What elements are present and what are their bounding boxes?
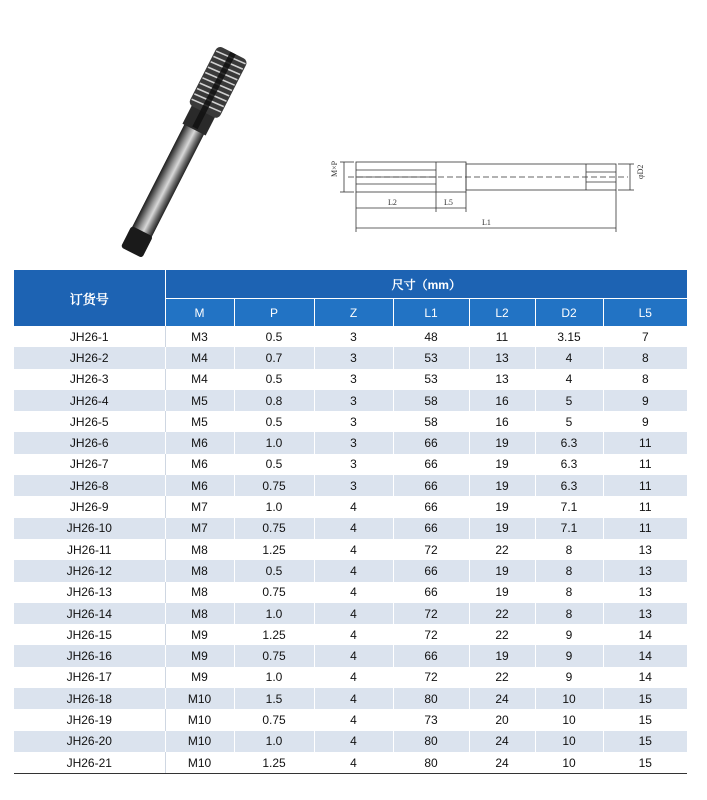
cell-l1: 80 [393, 752, 469, 774]
cell-l2: 24 [469, 752, 535, 774]
cell-p: 0.8 [234, 390, 314, 411]
cell-l5: 15 [603, 709, 687, 730]
size-group-header: 尺寸（mm） [165, 270, 687, 299]
cell-order-number: JH26-6 [14, 432, 165, 453]
cell-z: 4 [314, 496, 393, 517]
cell-z: 4 [314, 731, 393, 752]
cell-order-number: JH26-15 [14, 624, 165, 645]
cell-l5: 13 [603, 560, 687, 581]
cell-l2: 19 [469, 454, 535, 475]
cell-z: 4 [314, 560, 393, 581]
cell-order-number: JH26-14 [14, 603, 165, 624]
cell-m: M4 [165, 369, 234, 390]
table-row [14, 709, 687, 730]
cell-l5: 11 [603, 454, 687, 475]
cell-p: 0.75 [234, 582, 314, 603]
cell-p: 0.5 [234, 411, 314, 432]
table-row [14, 731, 687, 752]
cell-l1: 66 [393, 560, 469, 581]
cell-m: M7 [165, 496, 234, 517]
cell-l5: 11 [603, 475, 687, 496]
cell-m: M8 [165, 539, 234, 560]
table-row [14, 752, 687, 774]
cell-l5: 11 [603, 496, 687, 517]
cell-order-number: JH26-20 [14, 731, 165, 752]
table-row [14, 326, 687, 347]
cell-l1: 53 [393, 369, 469, 390]
cell-l5: 8 [603, 369, 687, 390]
cell-order-number: JH26-17 [14, 667, 165, 688]
cell-l2: 22 [469, 603, 535, 624]
cell-l2: 16 [469, 411, 535, 432]
cell-l2: 22 [469, 667, 535, 688]
cell-l2: 16 [469, 390, 535, 411]
cell-order-number: JH26-10 [14, 518, 165, 539]
cell-p: 1.25 [234, 752, 314, 774]
cell-z: 3 [314, 347, 393, 368]
cell-m: M8 [165, 560, 234, 581]
cell-z: 3 [314, 369, 393, 390]
spec-table [14, 270, 687, 774]
cell-z: 4 [314, 752, 393, 774]
cell-l2: 20 [469, 709, 535, 730]
cell-l2: 19 [469, 432, 535, 453]
cell-l1: 80 [393, 731, 469, 752]
drawing-label-mp: M×P [330, 160, 339, 177]
cell-m: M4 [165, 347, 234, 368]
cell-order-number: JH26-5 [14, 411, 165, 432]
cell-d2: 8 [535, 539, 603, 560]
cell-l2: 13 [469, 347, 535, 368]
cell-m: M9 [165, 667, 234, 688]
cell-l1: 66 [393, 475, 469, 496]
cell-d2: 7.1 [535, 518, 603, 539]
cell-m: M5 [165, 390, 234, 411]
cell-l5: 13 [603, 603, 687, 624]
cell-l1: 58 [393, 390, 469, 411]
drawing-label-l2: L2 [388, 198, 397, 207]
cell-l5: 13 [603, 582, 687, 603]
cell-d2: 9 [535, 624, 603, 645]
cell-l1: 72 [393, 539, 469, 560]
cell-p: 1.25 [234, 624, 314, 645]
cell-l1: 48 [393, 326, 469, 347]
cell-p: 1.25 [234, 539, 314, 560]
cell-order-number: JH26-4 [14, 390, 165, 411]
cell-d2: 8 [535, 560, 603, 581]
cell-l2: 19 [469, 518, 535, 539]
cell-order-number: JH26-18 [14, 688, 165, 709]
table-row [14, 454, 687, 475]
table-row [14, 603, 687, 624]
cell-l1: 72 [393, 603, 469, 624]
cell-l2: 11 [469, 326, 535, 347]
cell-d2: 3.15 [535, 326, 603, 347]
drawing-label-l5: L5 [444, 198, 453, 207]
cell-d2: 4 [535, 347, 603, 368]
cell-l2: 24 [469, 731, 535, 752]
cell-l1: 66 [393, 645, 469, 666]
cell-d2: 5 [535, 390, 603, 411]
cell-z: 4 [314, 539, 393, 560]
cell-z: 4 [314, 645, 393, 666]
cell-l1: 66 [393, 518, 469, 539]
column-header-l2: L2 [469, 299, 535, 327]
cell-z: 3 [314, 326, 393, 347]
cell-z: 4 [314, 709, 393, 730]
table-row [14, 667, 687, 688]
cell-m: M10 [165, 752, 234, 774]
cell-p: 0.5 [234, 454, 314, 475]
cell-m: M6 [165, 454, 234, 475]
cell-order-number: JH26-16 [14, 645, 165, 666]
cell-z: 4 [314, 688, 393, 709]
table-row [14, 645, 687, 666]
cell-d2: 7.1 [535, 496, 603, 517]
cell-l5: 11 [603, 432, 687, 453]
cell-m: M3 [165, 326, 234, 347]
cell-p: 1.0 [234, 432, 314, 453]
cell-p: 0.5 [234, 326, 314, 347]
cell-z: 3 [314, 390, 393, 411]
cell-l1: 66 [393, 454, 469, 475]
column-header-p: P [234, 299, 314, 327]
cell-m: M8 [165, 603, 234, 624]
cell-z: 4 [314, 667, 393, 688]
cell-z: 3 [314, 411, 393, 432]
cell-order-number: JH26-2 [14, 347, 165, 368]
cell-l5: 14 [603, 645, 687, 666]
cell-z: 3 [314, 454, 393, 475]
cell-p: 0.75 [234, 709, 314, 730]
cell-order-number: JH26-21 [14, 752, 165, 774]
cell-order-number: JH26-1 [14, 326, 165, 347]
drawing-label-l1: L1 [482, 218, 491, 227]
table-row [14, 582, 687, 603]
cell-l2: 22 [469, 624, 535, 645]
cell-l2: 13 [469, 369, 535, 390]
cell-l5: 14 [603, 624, 687, 645]
cell-order-number: JH26-19 [14, 709, 165, 730]
cell-order-number: JH26-9 [14, 496, 165, 517]
cell-order-number: JH26-13 [14, 582, 165, 603]
table-row [14, 475, 687, 496]
cell-l1: 72 [393, 624, 469, 645]
cell-l1: 53 [393, 347, 469, 368]
cell-d2: 9 [535, 667, 603, 688]
table-row [14, 411, 687, 432]
cell-order-number: JH26-8 [14, 475, 165, 496]
table-row [14, 539, 687, 560]
column-header-l1: L1 [393, 299, 469, 327]
cell-m: M6 [165, 432, 234, 453]
cell-d2: 4 [535, 369, 603, 390]
cell-d2: 9 [535, 645, 603, 666]
spec-table-body [14, 326, 687, 774]
cell-p: 0.75 [234, 518, 314, 539]
cell-l2: 19 [469, 496, 535, 517]
cell-l1: 66 [393, 582, 469, 603]
table-row [14, 390, 687, 411]
column-header-z: Z [314, 299, 393, 327]
table-row [14, 347, 687, 368]
order-number-header: 订货号 [14, 270, 165, 326]
cell-p: 1.0 [234, 731, 314, 752]
cell-p: 0.5 [234, 369, 314, 390]
cell-l2: 24 [469, 688, 535, 709]
cell-l5: 15 [603, 752, 687, 774]
cell-d2: 8 [535, 603, 603, 624]
cell-m: M6 [165, 475, 234, 496]
cell-l2: 22 [469, 539, 535, 560]
cell-p: 0.75 [234, 475, 314, 496]
cell-l2: 19 [469, 582, 535, 603]
cell-l2: 19 [469, 645, 535, 666]
table-row [14, 518, 687, 539]
cell-l5: 15 [603, 731, 687, 752]
cell-l1: 66 [393, 496, 469, 517]
cell-m: M10 [165, 688, 234, 709]
cell-order-number: JH26-7 [14, 454, 165, 475]
cell-m: M9 [165, 624, 234, 645]
cell-p: 1.5 [234, 688, 314, 709]
cell-l5: 14 [603, 667, 687, 688]
cell-l1: 66 [393, 432, 469, 453]
cell-m: M7 [165, 518, 234, 539]
cell-l1: 73 [393, 709, 469, 730]
cell-l1: 72 [393, 667, 469, 688]
drawing-label-d2: φD2 [636, 164, 645, 179]
cell-l1: 58 [393, 411, 469, 432]
cell-p: 1.0 [234, 667, 314, 688]
cell-order-number: JH26-12 [14, 560, 165, 581]
cell-order-number: JH26-11 [14, 539, 165, 560]
cell-d2: 5 [535, 411, 603, 432]
cell-l5: 13 [603, 539, 687, 560]
column-header-m: M [165, 299, 234, 327]
cell-z: 3 [314, 432, 393, 453]
cell-z: 4 [314, 603, 393, 624]
cell-z: 4 [314, 518, 393, 539]
cell-m: M8 [165, 582, 234, 603]
cell-m: M10 [165, 731, 234, 752]
table-row [14, 369, 687, 390]
cell-d2: 8 [535, 582, 603, 603]
cell-l5: 8 [603, 347, 687, 368]
cell-m: M5 [165, 411, 234, 432]
cell-p: 0.75 [234, 645, 314, 666]
cell-l1: 80 [393, 688, 469, 709]
table-row [14, 624, 687, 645]
cell-d2: 6.3 [535, 432, 603, 453]
cell-l2: 19 [469, 560, 535, 581]
tap-product-photo [80, 40, 280, 270]
cell-l5: 9 [603, 411, 687, 432]
cell-d2: 6.3 [535, 475, 603, 496]
cell-l5: 15 [603, 688, 687, 709]
cell-l5: 11 [603, 518, 687, 539]
cell-d2: 10 [535, 752, 603, 774]
cell-order-number: JH26-3 [14, 369, 165, 390]
cell-p: 1.0 [234, 603, 314, 624]
cell-d2: 10 [535, 731, 603, 752]
cell-d2: 10 [535, 709, 603, 730]
table-row [14, 560, 687, 581]
cell-z: 4 [314, 624, 393, 645]
cell-d2: 10 [535, 688, 603, 709]
cell-m: M9 [165, 645, 234, 666]
cell-l5: 7 [603, 326, 687, 347]
table-row [14, 688, 687, 709]
table-row [14, 496, 687, 517]
cell-z: 4 [314, 582, 393, 603]
table-row [14, 432, 687, 453]
cell-m: M10 [165, 709, 234, 730]
cell-l5: 9 [603, 390, 687, 411]
cell-p: 0.5 [234, 560, 314, 581]
column-header-l5: L5 [603, 299, 687, 327]
cell-l2: 19 [469, 475, 535, 496]
cell-z: 3 [314, 475, 393, 496]
column-header-d2: D2 [535, 299, 603, 327]
tap-dimension-drawing [318, 150, 648, 240]
cell-p: 1.0 [234, 496, 314, 517]
cell-d2: 6.3 [535, 454, 603, 475]
cell-p: 0.7 [234, 347, 314, 368]
